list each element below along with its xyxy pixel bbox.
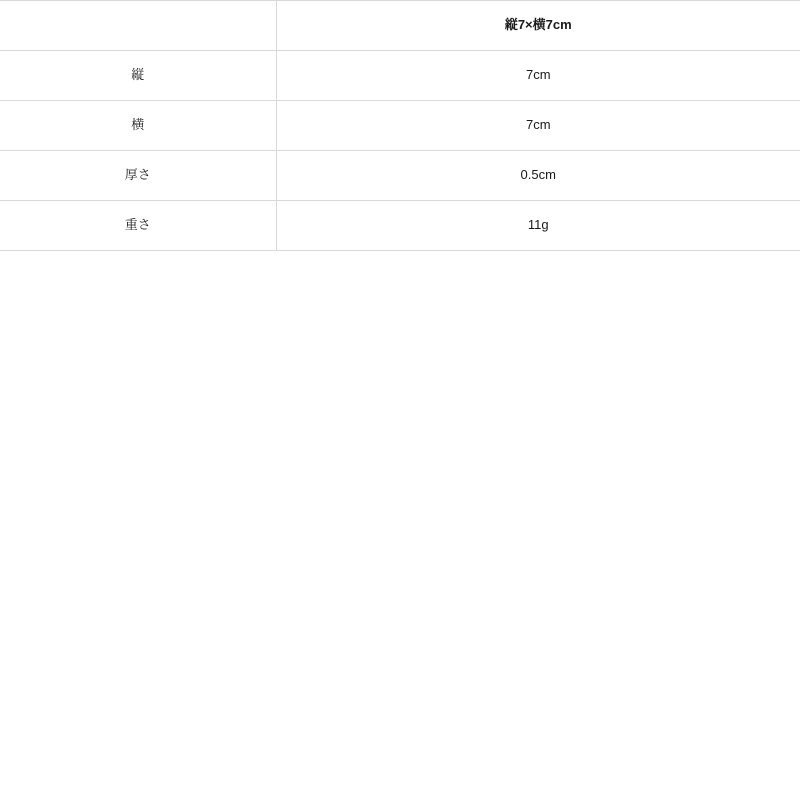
table-row (0, 101, 800, 151)
spec-row-value-height: 7cm (276, 51, 800, 101)
spec-table-body (0, 51, 800, 251)
spec-row-label-thickness: 厚さ (0, 151, 276, 201)
spec-row-value-weight: 11g (276, 201, 800, 251)
product-spec-table (0, 0, 800, 251)
spec-row-value-width: 7cm (276, 101, 800, 151)
spec-row-value-thickness: 0.5cm (276, 151, 800, 201)
spec-row-label-width: 横 (0, 101, 276, 151)
spec-table-head (0, 1, 800, 51)
spec-row-label-weight: 重さ (0, 201, 276, 251)
table-row (0, 51, 800, 101)
spec-header-size-title: 縦7×横7cm (276, 1, 800, 51)
spec-header-blank-cell (0, 1, 276, 51)
spec-row-label-height: 縦 (0, 51, 276, 101)
table-row (0, 201, 800, 251)
spec-table-header-row (0, 1, 800, 51)
table-row (0, 151, 800, 201)
empty-area-below-table (0, 251, 800, 805)
